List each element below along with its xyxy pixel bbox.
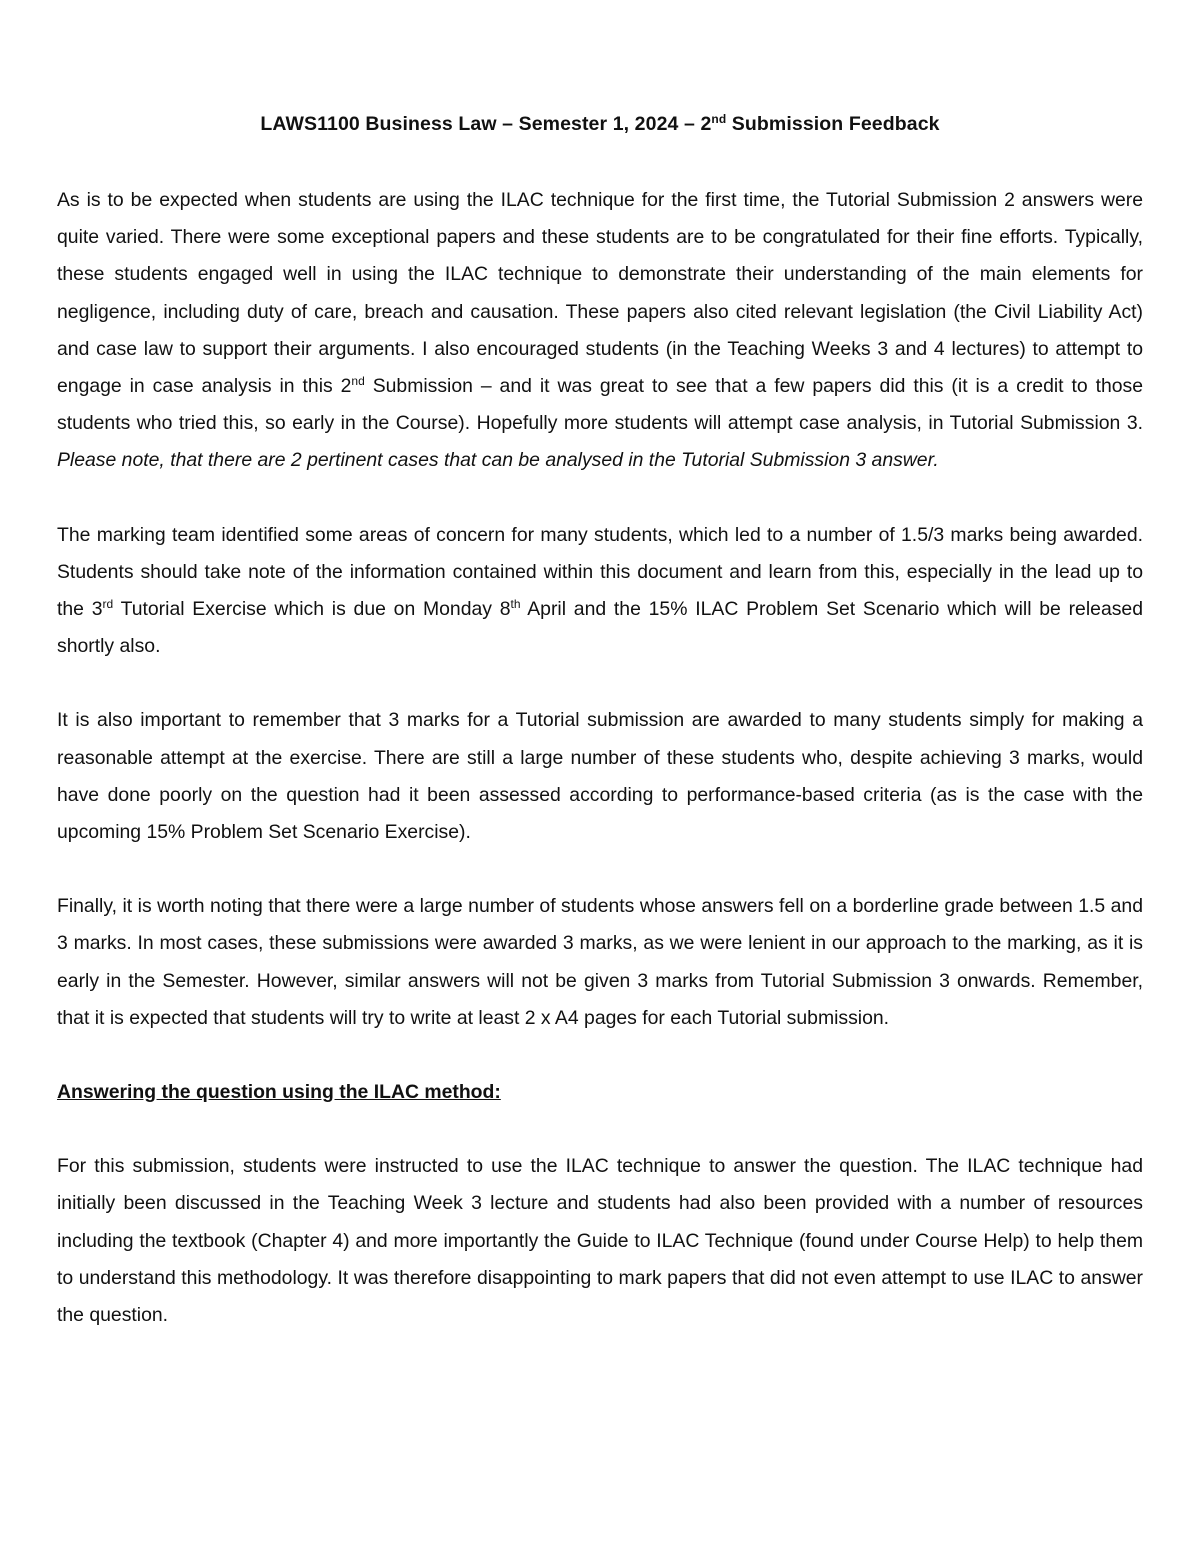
paragraph-concerns-superscript-rd: rd [102, 597, 114, 612]
paragraph-concerns-text-c: April and the 15% ILAC Problem Set Scenario which will be released shortly also. [57, 598, 1143, 658]
paragraph-concerns-text-a: The marking team identified some areas of concern for many students, which led to a number of 1.5/3 marks being awarded. Students should take note of the information contained within this document and learn from this, especially in the lead up to the 3 [57, 523, 1143, 621]
paragraph-intro-superscript: nd [351, 374, 365, 389]
paragraph-intro-text-a: As is to be expected when students are using the ILAC technique for the first time, the Tutorial Submission 2 answers were quite varied. There were some exceptional papers and these students are to be congratulated for their fine efforts. Typically, these students engaged well in using the ILAC technique to demonstrate their understanding of the main elements for negligence, including duty of care, breach and causation. These papers also cited relevant legislation (the Civil Liability Act) and case law to support their arguments. I also encouraged students (in the Teaching Weeks 3 and 4 lectures) to attempt to engage in case analysis in this 2 [57, 189, 1143, 398]
paragraph-ilac: For this submission, students were instructed to use the ILAC technique to answer the question. The ILAC technique had initially been discussed in the Teaching Week 3 lecture and students had also been provided with a number of resources including the textbook (Chapter 4) and more importantly the Guide to ILAC Technique (found under Course Help) to help them to understand this methodology. It was therefore disappointing to mark papers that did not even attempt to use ILAC to answer the question. [57, 1155, 1143, 1327]
paragraph-marks-reminder: It is also important to remember that 3 marks for a Tutorial submission are awarded to many students simply for making a reasonable attempt at the exercise. There are still a large number of these students who, despite achieving 3 marks, would have done poorly on the question had it been assessed according to performance-based criteria (as is the case with the upcoming 15% Problem Set Scenario Exercise). [57, 709, 1143, 844]
title-superscript: nd [711, 112, 727, 126]
title-prefix: LAWS1100 Business Law – Semester 1, 2024 – 2 [260, 113, 712, 135]
paragraph-borderline: Finally, it is worth noting that there were a large number of students whose answers fell on a borderline grade between 1.5 and 3 marks. In most cases, these submissions were awarded 3 marks, as we were lenient in our approach to the marking, as it is early in the Semester. However, similar answers will not be given 3 marks from Tutorial Submission 3 onwards. Remember, that it is expected that students will try to write at least 2 x A4 pages for each Tutorial submission. [57, 895, 1143, 1029]
section-heading-ilac: Answering the question using the ILAC method: [57, 1081, 501, 1104]
document-page [57, 108, 1143, 1371]
paragraph-concerns-superscript-th: th [510, 597, 521, 612]
paragraph-concerns-text-b: Tutorial Exercise which is due on Monday 8 [113, 598, 511, 621]
paragraph-concerns [57, 517, 1143, 666]
paragraph-intro-text-b: Submission – and it was great to see that a few papers did this (it is a credit to those students who tried this, so early in the Course). Hopefully more students will attempt case analysis, in Tutorial Submission 3. [57, 375, 1144, 435]
paragraph-intro [57, 182, 1143, 480]
title-suffix: Submission Feedback [726, 113, 940, 135]
document-title [57, 108, 1143, 140]
paragraph-intro-italic-note: Please note, that there are 2 pertinent cases that can be analysed in the Tutorial Submission 3 answer. [57, 449, 939, 472]
